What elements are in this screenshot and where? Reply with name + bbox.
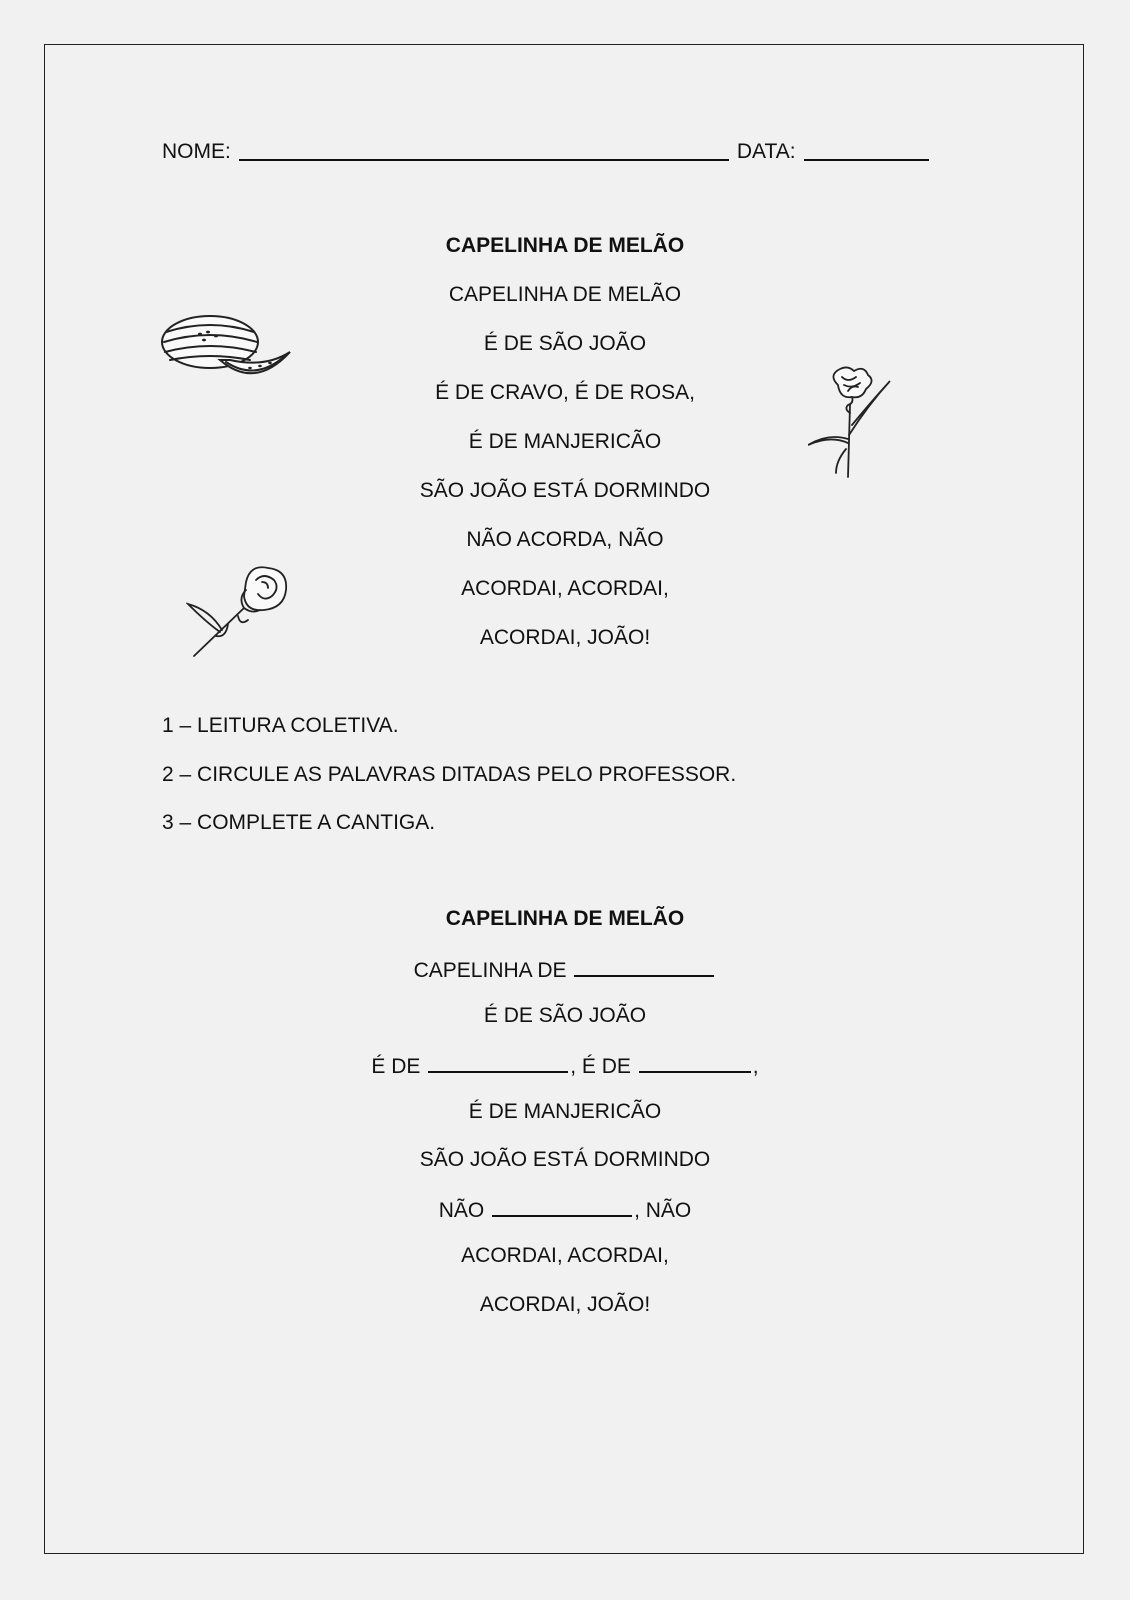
exercise-title: CAPELINHA DE MELÃO [445,907,685,930]
exercise-line [0,1193,1130,1226]
worksheet-border [44,44,1084,1554]
instruction-item: 1 – LEITURA COLETIVA. [162,714,399,737]
name-field[interactable] [239,137,729,161]
exercise-text: , NÃO [634,1199,692,1222]
blank-field[interactable] [428,1049,568,1073]
exercise-line [0,1049,1130,1082]
blank-field[interactable] [492,1193,632,1217]
exercise-line: ACORDAI, ACORDAI, [461,1244,669,1267]
rose-icon [186,560,306,660]
exercise-line: SÃO JOÃO ESTÁ DORMINDO [419,1148,711,1171]
header-row [162,134,942,164]
instruction-item: 2 – CIRCULE AS PALAVRAS DITADAS PELO PROFESSOR. [162,763,737,786]
song-line: SÃO JOÃO ESTÁ DORMINDO [419,479,711,502]
carnation-icon [808,365,898,480]
blank-field[interactable] [574,953,714,977]
instruction-item: 3 – COMPLETE A CANTIGA. [162,811,436,834]
song-line: NÃO ACORDA, NÃO [466,528,664,551]
exercise-text: É DE [371,1055,421,1078]
song-line: ACORDAI, JOÃO! [479,626,651,649]
date-label: DATA: [736,140,796,163]
song-line: É DE SÃO JOÃO [483,332,647,355]
song-title: CAPELINHA DE MELÃO [445,234,685,257]
exercise-line [0,953,1130,986]
exercise-text: NÃO [438,1199,485,1222]
exercise-line: É DE SÃO JOÃO [483,1004,647,1027]
melon-icon [160,310,300,390]
song-line: ACORDAI, ACORDAI, [461,577,669,600]
exercise-line: ACORDAI, JOÃO! [479,1293,651,1316]
song-line: CAPELINHA DE MELÃO [448,283,682,306]
exercise-text: , [752,1055,759,1078]
exercise-text: CAPELINHA DE [413,959,567,982]
blank-field[interactable] [639,1049,751,1073]
exercise-text: , É DE [570,1055,631,1078]
song-line: É DE CRAVO, É DE ROSA, [435,381,695,404]
song-line: É DE MANJERICÃO [468,430,662,453]
date-field[interactable] [804,137,929,161]
name-label: NOME: [162,140,231,163]
exercise-line: É DE MANJERICÃO [468,1100,662,1123]
